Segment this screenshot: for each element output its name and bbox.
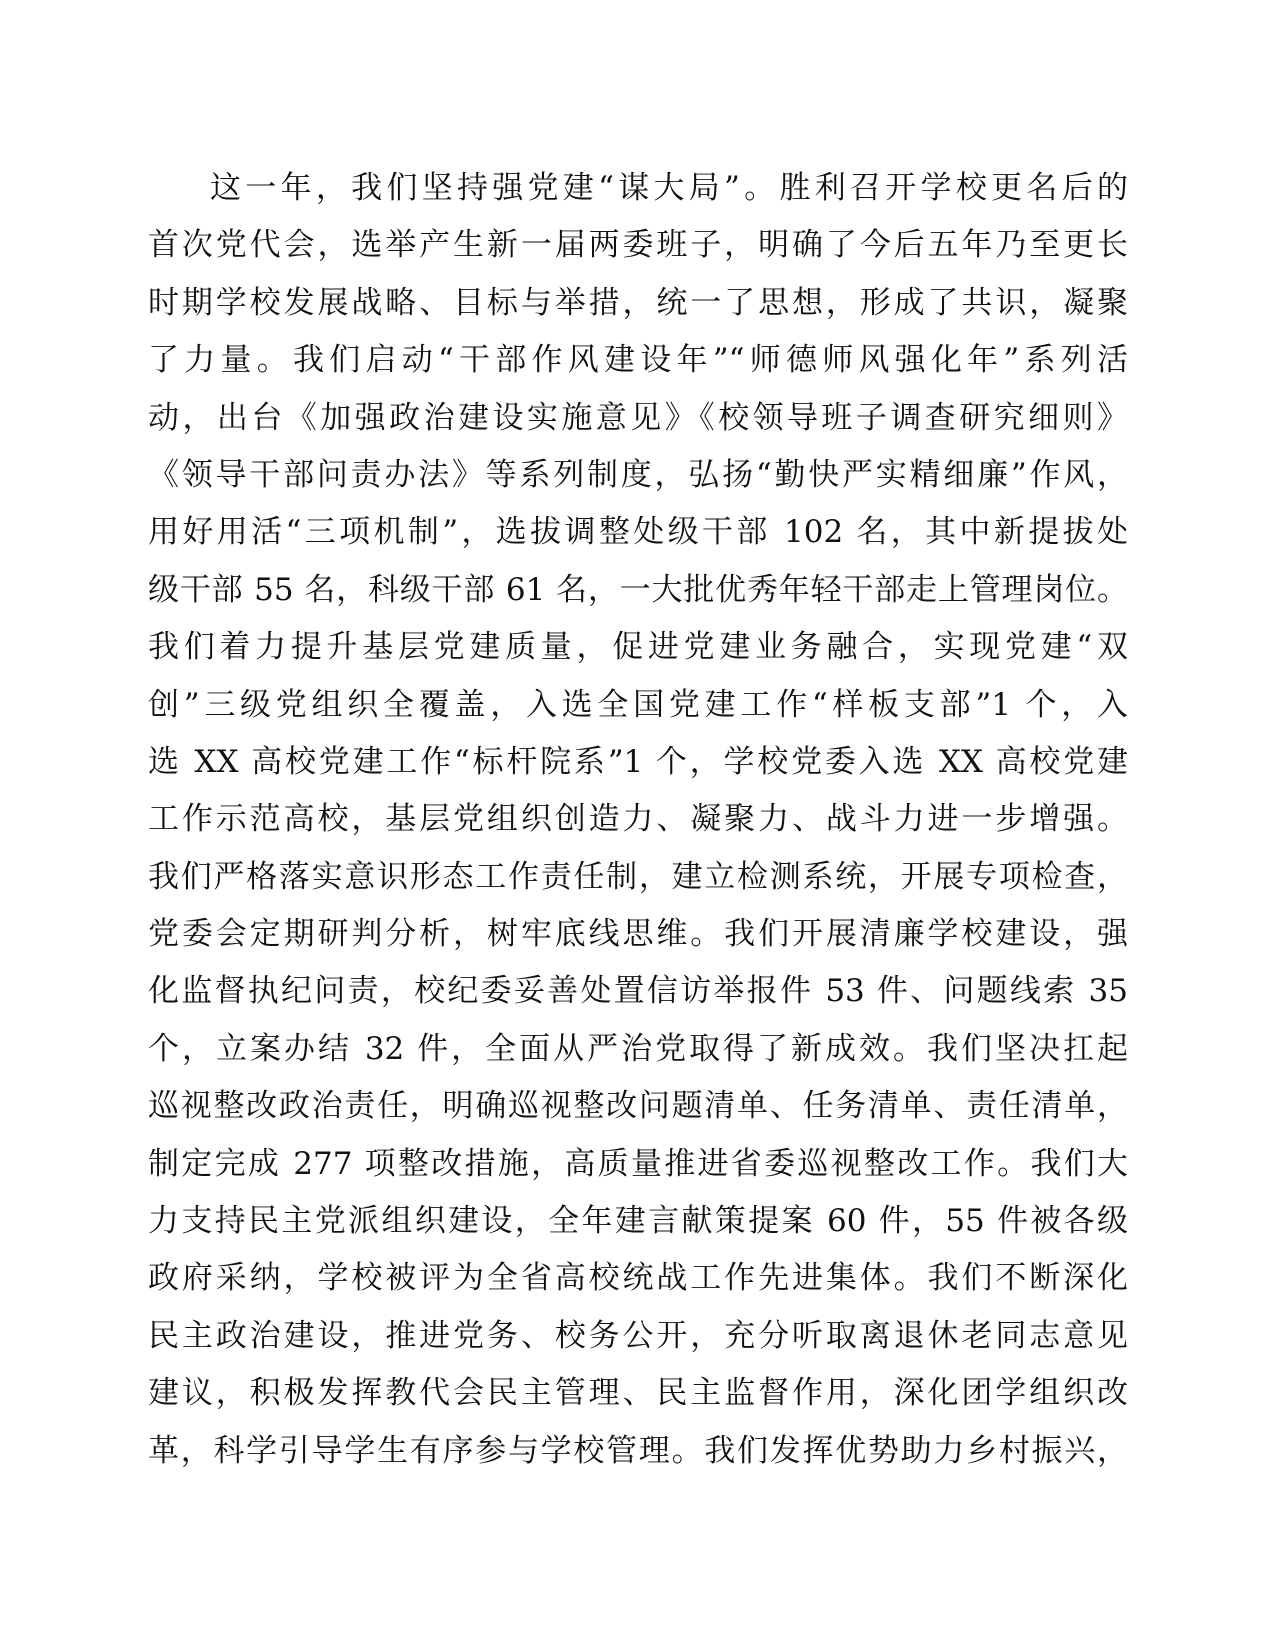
text-line: 《领导干部问责办法》等系列制度，弘扬“勤快严实精细廉”作风， xyxy=(148,456,1128,493)
text-line: 了力量。我们启动“干部作风建设年”“师德师风强化年”系列活 xyxy=(148,342,1128,379)
text-line: 级干部 55 名，科级干部 61 名，一大批优秀年轻干部走上管理岗位。 xyxy=(148,571,1128,608)
text-line: 制定完成 277 项整改措施，高质量推进省委巡视整改工作。我们大 xyxy=(148,1145,1128,1182)
text-line: 化监督执纪问责，校纪委妥善处置信访举报件 53 件、问题线索 35 xyxy=(148,973,1128,1010)
text-line: 个，立案办结 32 件，全面从严治党取得了新成效。我们坚决扛起 xyxy=(148,1030,1128,1067)
text-line: 我们严格落实意识形态工作责任制，建立检测系统，开展专项检查， xyxy=(148,858,1128,895)
text-line: 动，出台《加强政治建设实施意见》《校领导班子调查研究细则》 xyxy=(148,399,1128,436)
text-line: 政府采纳，学校被评为全省高校统战工作先进集体。我们不断深化 xyxy=(148,1260,1128,1297)
text-line: 选 XX 高校党建工作“标杆院系”1 个，学校党委入选 XX 高校党建 xyxy=(148,743,1128,780)
text-line: 建议，积极发挥教代会民主管理、民主监督作用，深化团学组织改 xyxy=(148,1375,1128,1412)
text-line: 时期学校发展战略、目标与举措，统一了思想，形成了共识，凝聚 xyxy=(148,284,1128,321)
text-line: 革，科学引导学生有序参与学校管理。我们发挥优势助力乡村振兴， xyxy=(148,1432,1128,1469)
text-line: 首次党代会，选举产生新一届两委班子，明确了今后五年乃至更长 xyxy=(148,227,1128,264)
text-line: 力支持民主党派组织建设，全年建言献策提案 60 件，55 件被各级 xyxy=(148,1203,1128,1240)
text-line: 民主政治建设，推进党务、校务公开，充分听取离退休老同志意见 xyxy=(148,1317,1128,1354)
text-line: 党委会定期研判分析，树牢底线思维。我们开展清廉学校建设，强 xyxy=(148,916,1128,953)
text-line: 巡视整改政治责任，明确巡视整改问题清单、任务清单、责任清单， xyxy=(148,1088,1128,1125)
text-line: 我们着力提升基层党建质量，促进党建业务融合，实现党建“双 xyxy=(148,629,1128,666)
text-line: 工作示范高校，基层党组织创造力、凝聚力、战斗力进一步增强。 xyxy=(148,801,1128,838)
text-line: 用好用活“三项机制”，选拔调整处级干部 102 名，其中新提拔处 xyxy=(148,514,1128,551)
text-line: 创”三级党组织全覆盖，入选全国党建工作“样板支部”1 个，入 xyxy=(148,686,1128,723)
text-line: 这一年，我们坚持强党建“谋大局”。胜利召开学校更名后的 xyxy=(210,170,1128,206)
body-paragraph xyxy=(148,160,1128,1480)
